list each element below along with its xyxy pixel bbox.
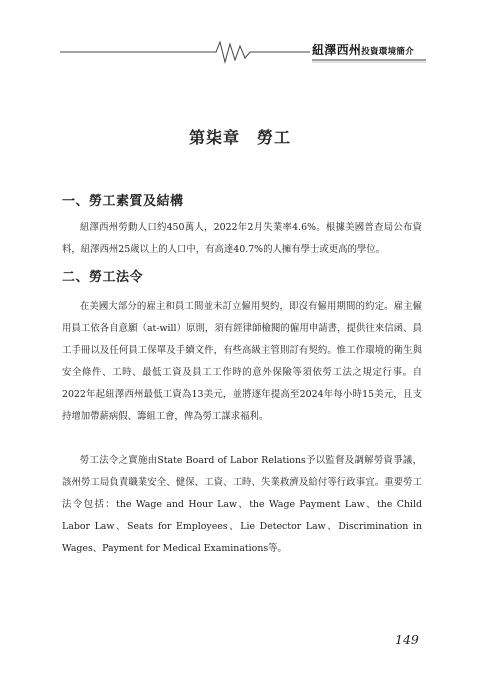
chapter-title: 第柒章 勞工 xyxy=(188,128,291,147)
page-number: 149 xyxy=(395,632,419,647)
header-title-sub: 投資環境簡介 xyxy=(361,47,415,57)
section-2-paragraph-2: 勞工法令之實施由State Board of Labor Relations予以監督及調解勞資爭議，該州勞工局負責職業安全、健保、工資、工時、失業救濟及給付等行政事宜。重要勞工法令包括：the Wage and Hour Law、the Wage Payment Law、the Child Labor Law、Seats for Employees、Lie Detector Law、Discrimination in Wages、Payment for Medical Examinations等。 xyxy=(62,455,422,554)
page-header xyxy=(60,38,426,66)
section-1-paragraph-1: 紐澤西州勞動人口約450萬人，2022年2月失業率4.6%。根據美國普查局公布資料，紐澤西州25歲以上的人口中，有高達40.7%的人擁有學士或更高的學位。 xyxy=(62,222,422,255)
section-heading-1: 一、勞工素質及結構 xyxy=(62,194,184,209)
header-title-main: 紐澤西州 xyxy=(312,43,362,57)
section-heading-2: 二、勞工法令 xyxy=(62,270,144,285)
section-2-paragraph-1: 在美國大部分的雇主和員工間並未訂立僱用契約，即沒有僱用期間的約定。雇主僱用員工依各自意願（at-will）原則，須有經律師檢閱的僱用申請書，提供往來信函、員工手冊以及任何員工保單及手續文件，有些高級主管則訂有契約。惟工作環境的衛生與安全條件、工時、最低工資及員工工作時的意外保險等須依勞工法之規定行事。自2022年起紐澤西州最低工資為13美元，並將逐年提高至2024年每小時15美元，且支持增加帶薪病假、籌組工會，俾為勞工謀求福利。 xyxy=(62,301,422,422)
header-title xyxy=(312,41,424,59)
